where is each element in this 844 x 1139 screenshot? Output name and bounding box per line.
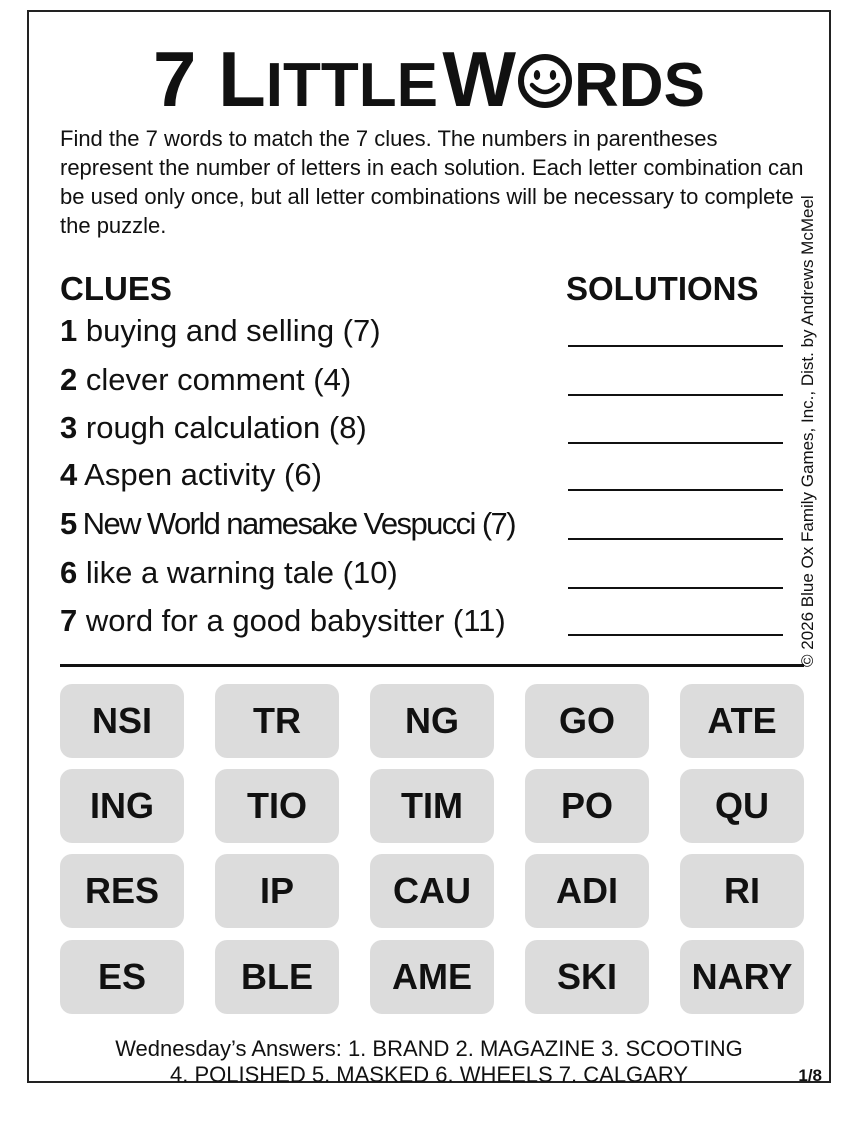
clue-7 (60, 601, 506, 641)
letter-tile[interactable]: SKI (525, 940, 649, 1014)
letter-tile[interactable]: TR (215, 684, 339, 758)
clue-number: 6 (60, 555, 78, 590)
title-part-4: RDS (574, 51, 705, 120)
clue-number: 7 (60, 603, 78, 638)
letter-tile[interactable]: RES (60, 854, 184, 928)
clue-6 (60, 553, 398, 593)
clue-text: New World namesake Vespucci (7) (82, 506, 515, 541)
solution-blank-3[interactable] (568, 442, 783, 444)
clue-text: Aspen activity (6) (84, 457, 322, 492)
solution-blank-6[interactable] (568, 587, 783, 589)
clue-number: 2 (60, 362, 78, 397)
letter-tile[interactable]: GO (525, 684, 649, 758)
answers-line-2: 4. POLISHED 5. MASKED 6. WHEELS 7. CALGARY (170, 1062, 688, 1087)
solutions-header: SOLUTIONS (566, 270, 759, 307)
clue-number: 3 (60, 410, 78, 445)
letter-tile[interactable]: PO (525, 769, 649, 843)
clue-text: rough calculation (8) (85, 410, 367, 445)
clue-text: like a warning tale (10) (85, 555, 398, 590)
letter-tile[interactable]: ING (60, 769, 184, 843)
letter-tile[interactable]: ADI (525, 854, 649, 928)
clue-number: 4 (60, 457, 78, 492)
solution-blank-4[interactable] (568, 489, 783, 491)
letter-tile[interactable]: NG (370, 684, 494, 758)
letter-tile[interactable]: QU (680, 769, 804, 843)
puzzle-frame (27, 10, 831, 1087)
letter-tile[interactable]: TIO (215, 769, 339, 843)
solution-blank-1[interactable] (568, 345, 783, 347)
puzzle-title (29, 34, 829, 125)
solution-blank-5[interactable] (568, 538, 783, 540)
smiley-face-icon (517, 53, 573, 109)
page-number: 1/8 (798, 1066, 822, 1085)
letter-tile[interactable]: ES (60, 940, 184, 1014)
title-part-3: W (442, 35, 517, 123)
section-divider (60, 664, 804, 667)
clues-header: CLUES (60, 270, 172, 307)
copyright-notice: © 2026 Blue Ox Family Games, Inc., Dist. by Andrews McMeel (798, 195, 817, 667)
letter-tile[interactable]: BLE (215, 940, 339, 1014)
title-part-1: 7 L (153, 35, 266, 123)
clue-4 (60, 455, 322, 495)
clue-1 (60, 311, 381, 351)
letter-tile[interactable]: NSI (60, 684, 184, 758)
clue-text: clever comment (4) (85, 362, 352, 397)
clue-number: 1 (60, 313, 78, 348)
letter-tile[interactable]: ATE (680, 684, 804, 758)
solution-blank-2[interactable] (568, 394, 783, 396)
answers-line-1: Wednesday’s Answers: 1. BRAND 2. MAGAZINE 3. SCOOTING (115, 1036, 743, 1061)
title-part-2: ITTLE (265, 51, 438, 120)
letter-tile[interactable]: AME (370, 940, 494, 1014)
solution-blank-7[interactable] (568, 634, 783, 636)
letter-tile[interactable]: TIM (370, 769, 494, 843)
clue-text: buying and selling (7) (85, 313, 381, 348)
letter-tile[interactable]: NARY (680, 940, 804, 1014)
letter-tile[interactable]: RI (680, 854, 804, 928)
letter-tile[interactable]: IP (215, 854, 339, 928)
clue-3 (60, 408, 367, 448)
clue-5 (60, 504, 515, 544)
letter-tile[interactable]: CAU (370, 854, 494, 928)
previous-answers (29, 1036, 829, 1088)
clue-2 (60, 360, 351, 400)
instructions-text: Find the 7 words to match the 7 clues. The numbers in parentheses represent the number of letters in each solution. Each letter combination can be used only once, but all letter combinations will be necessary to complete the puzzle. (60, 126, 804, 238)
clue-text: word for a good babysitter (11) (85, 603, 506, 638)
clue-number: 5 (60, 506, 76, 541)
